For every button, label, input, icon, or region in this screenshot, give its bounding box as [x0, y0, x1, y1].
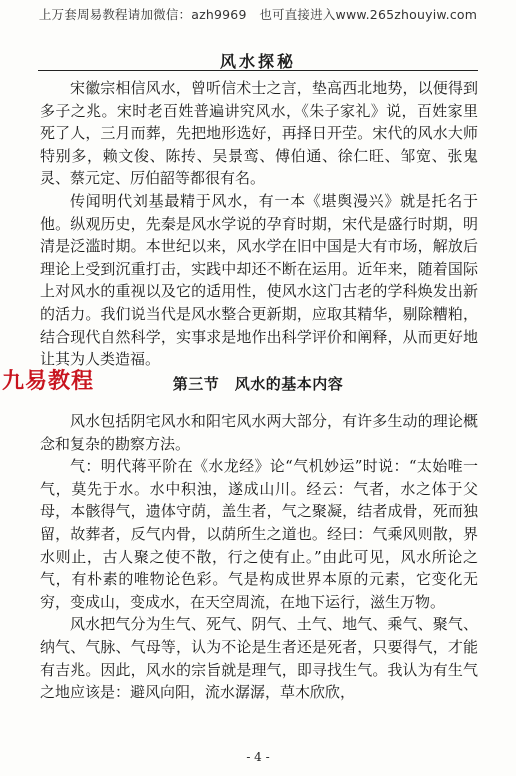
body-text-block-1 [40, 77, 478, 371]
running-header-title: 风水探秘 [219, 52, 296, 71]
header-rule [38, 70, 478, 71]
section-heading: 第三节 风水的基本内容 [172, 375, 344, 393]
paragraph: 风水包括阴宅风水和阳宅风水两大部分，有许多生动的理论概念和复杂的勘察方法。 [40, 412, 478, 453]
page-number: - 4 - [246, 750, 270, 764]
body-text-block-2 [40, 410, 478, 704]
paragraph: 传闻明代刘基最精于风水，有一本《堪舆漫兴》就是托名于他。纵观历史，先秦是风水学说的孕育时期，宋代是盛行时期，明清是泛滥时期。本世纪以来，风水学在旧中国是大有市场，解放后理论上受到沉重打击，实践中却还不断在运用。近年来，随着国际上对风水的重视以及它的适用性，使风水这门古老的学科焕发出新的活力。我们说当代是风水整合更新期，应取其精华，剔除糟粕，结合现代自然科学，实事求是地作出科学评价和阐释，从而更好地让其为人类造福。 [40, 191, 478, 369]
side-watermark-logo: 九易教程 [2, 369, 95, 394]
paragraph: 宋徽宗相信风水，曾听信术士之言，垫高西北地势，以便得到多子之兆。宋时老百姓普遍讲究风水，《朱子家礼》说，百姓家里死了人，三月而葬，先把地形选好，再择日开茔。宋代的风水大师特别多，赖文俊、陈抟、吴景鸾、傅伯通、徐仁旺、邹宽、张鬼灵、蔡元定、厉伯韶等都很有名。 [40, 79, 478, 188]
top-watermark-text: 上万套周易教程请加微信：azh9969 也可直接进入www.265zhouyiw.com [38, 7, 478, 22]
paragraph: 风水把气分为生气、死气、阴气、土气、地气、乘气、聚气、纳气、气脉、气母等，认为不论是生者还是死者，只要得气，才能有吉兆。因此，风水的宗旨就是理气，即寻找生气。我认为有生气之地应该是：避风向阳，流水潺潺，草木欣欣， [40, 615, 478, 702]
paragraph: 气：明代蒋平阶在《水龙经》论“气机妙运”时说：“太始唯一气，莫先于水。水中积浊，遂成山川。经云：气者，水之体于父母，本骸得气，遗体守荫，盖生者，气之聚凝，结者成骨，死而独留，故葬者，反气内骨，以荫所生之道也。经曰：气乘风则散，界水则止，古人聚之使不散，行之使有止。”由此可见，风水所论之气，有朴素的唯物论色彩。气是构成世界本原的元素，它变化无穷，变成山，变成水，在天空周流，在地下运行，滋生万物。 [40, 457, 478, 611]
